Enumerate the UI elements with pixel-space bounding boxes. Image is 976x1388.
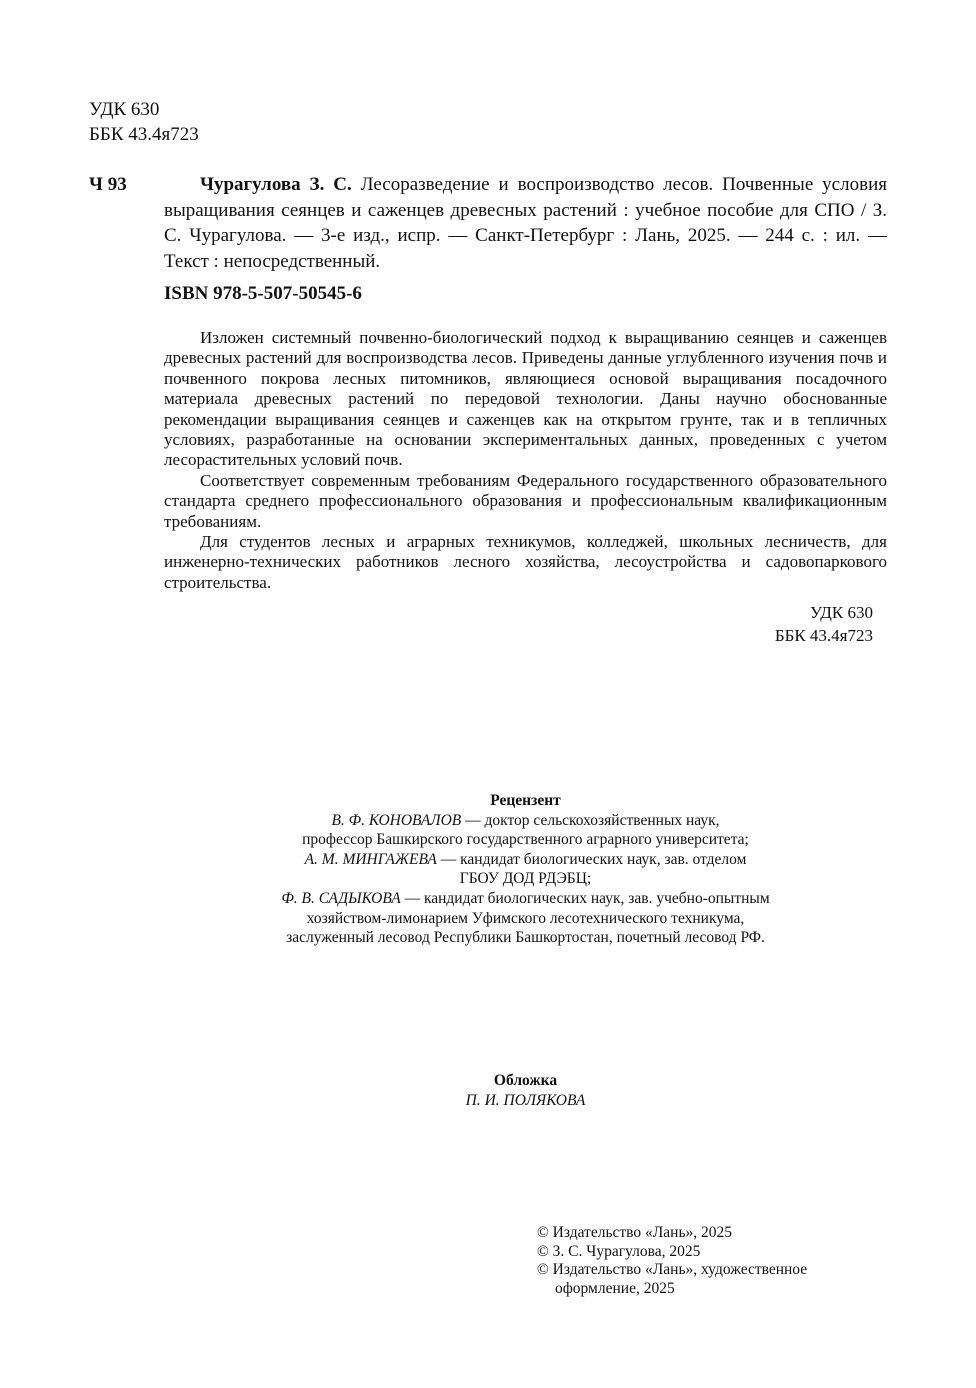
isbn: ISBN 978-5-507-50545-6 — [164, 283, 362, 304]
reviewer-3: Ф. В. САДЫКОВА — кандидат биологических наук, зав. учебно-опытным — [281, 889, 770, 907]
annotation-paragraph: Соответствует современным требованиям Федерального государственного образовательного стандарта среднего профессионального образования и профессиональным квалификационным требованиям. — [164, 470, 887, 531]
copyright-block — [537, 1224, 807, 1298]
annotation — [164, 328, 887, 593]
udk-code: УДК 630 — [89, 99, 160, 120]
copyright-line: © Издательство «Лань», 2025 — [537, 1224, 733, 1241]
author-name: Чурагулова З. С. — [200, 174, 352, 195]
udk-bbk-footer — [700, 601, 873, 647]
reviewer-3-cont: хозяйством-лимонарием Уфимского лесотехнического техникума, — [306, 909, 745, 927]
reviewer-3-cont: заслуженный лесовод Республики Башкортостан, почетный лесовод РФ. — [286, 929, 765, 947]
biblio-text: Лесоразведение и воспроизводство лесов. Почвенные условия выращивания сеянцев и саженцев древесных растений : учебное пособие для СПО / З. С. Чурагулова. — 3-е изд., испр. — Санкт-Петербург : Лань, 2025. — 244 с. : ил. — Текст : непосредственный. — [164, 174, 887, 272]
copyright-line: © Издательство «Лань», художественное — [537, 1261, 808, 1278]
copyright-line: оформление, 2025 — [555, 1279, 675, 1297]
udk-code: УДК 630 — [809, 603, 873, 622]
annotation-paragraph: Изложен системный почвенно-биологический подход к выращиванию сеянцев и саженцев древесных растений для воспроизводства лесов. Приведены данные углубленного изучения почв и почвенного покрова лесных питомников, являющиеся основой выращивания посадочного материала древесных растений по передовой технологии. Даны научно обоснованные рекомендации выращивания сеянцев и саженцев как на открытом грунте, так и в тепличных условиях, разработанные на основании экспериментальных данных, проведенных с учетом лесорастительных условий почв. — [164, 328, 887, 470]
reviewer-1-cont: профессор Башкирского государственного аграрного университета; — [302, 831, 749, 849]
reviewer-2: А. М. МИНГАЖЕВА — кандидат биологических наук, зав. отделом — [304, 850, 747, 868]
bbk-code: ББК 43.4я723 — [89, 124, 199, 145]
bibliographic-description — [164, 172, 887, 274]
cover-artist: П. И. ПОЛЯКОВА — [465, 1091, 586, 1109]
udk-bbk-header — [89, 97, 199, 147]
reviewer-name: А. М. МИНГАЖЕВА — [304, 850, 437, 868]
copyright-line: © З. С. Чурагулова, 2025 — [537, 1242, 701, 1260]
bbk-code: ББК 43.4я723 — [774, 626, 873, 645]
reviewer-2-cont: ГБОУ ДОД РДЭБЦ; — [459, 870, 592, 888]
reviewer-name: Ф. В. САДЫКОВА — [281, 889, 401, 907]
cover-credit — [164, 1071, 887, 1110]
cover-heading: Обложка — [493, 1072, 558, 1089]
author-mark: Ч 93 — [89, 174, 127, 195]
reviewers-block — [164, 791, 887, 948]
reviewers-heading: Рецензент — [490, 792, 561, 809]
reviewer-name: В. Ф. КОНОВАЛОВ — [331, 811, 462, 829]
annotation-paragraph: Для студентов лесных и аграрных техникумов, колледжей, школьных лесничеств, для инженерно-технических работников лесного хозяйства, лесоустройства и садовопаркового строительства. — [164, 532, 887, 592]
reviewer-1: В. Ф. КОНОВАЛОВ — доктор сельскохозяйственных наук, — [331, 811, 720, 829]
